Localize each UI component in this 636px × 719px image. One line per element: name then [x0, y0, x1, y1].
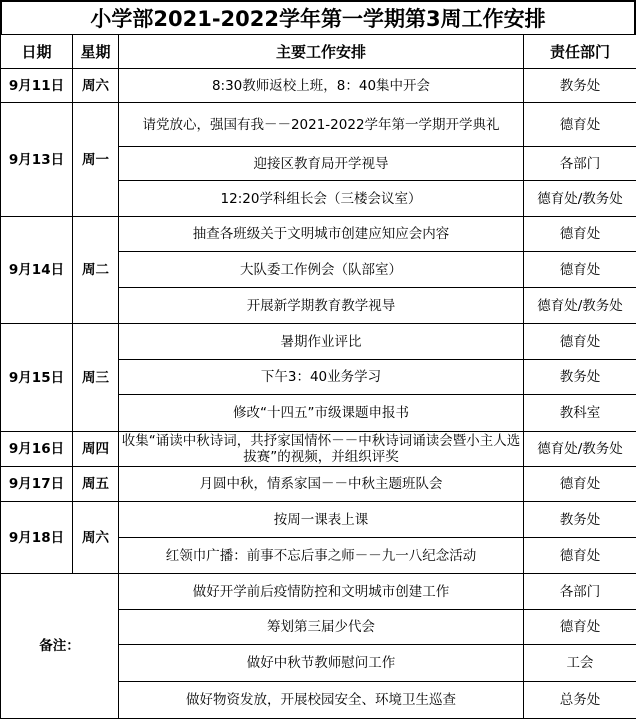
table-row [1, 432, 636, 467]
dept-cell: 各部门 [524, 147, 636, 181]
dept-cell: 教务处 [524, 502, 636, 538]
header-date: 日期 [1, 35, 73, 69]
weekday-cell: 周二 [73, 217, 119, 324]
note-task-cell: 做好开学前后疫情防控和文明城市创建工作 [119, 574, 524, 610]
header-dept: 责任部门 [524, 35, 636, 69]
task-cell: 暑期作业评比 [119, 324, 524, 360]
dept-cell: 德育处 [524, 538, 636, 574]
dept-cell: 德育处 [524, 217, 636, 252]
date-cell: 9月14日 [1, 217, 73, 324]
weekday-cell: 周六 [73, 69, 119, 103]
note-task-cell: 筹划第三届少代会 [119, 610, 524, 645]
dept-cell: 德育处/教务处 [524, 432, 636, 467]
dept-cell: 教务处 [524, 360, 636, 395]
table-row [1, 574, 636, 610]
weekday-cell: 周四 [73, 432, 119, 467]
note-task-cell: 做好物资发放，开展校园安全、环境卫生巡查 [119, 682, 524, 719]
table-row [1, 103, 636, 147]
dept-cell: 德育处 [524, 324, 636, 360]
task-cell: 下午3：40业务学习 [119, 360, 524, 395]
task-cell: 修改“十四五”市级课题申报书 [119, 395, 524, 432]
date-cell: 9月13日 [1, 103, 73, 217]
task-cell: 大队委工作例会（队部室） [119, 252, 524, 288]
task-cell: 请党放心，强国有我－－2021-2022学年第一学期开学典礼 [119, 103, 524, 147]
weekday-cell: 周五 [73, 467, 119, 502]
task-cell: 迎接区教育局开学视导 [119, 147, 524, 181]
header-row [1, 35, 636, 69]
weekday-cell: 周三 [73, 324, 119, 432]
header-day: 星期 [73, 35, 119, 69]
schedule-table [0, 34, 636, 719]
task-cell: 月圆中秋，情系家国－－中秋主题班队会 [119, 467, 524, 502]
dept-cell: 德育处/教务处 [524, 181, 636, 217]
date-cell: 9月17日 [1, 467, 73, 502]
note-task-cell: 做好中秋节教师慰问工作 [119, 645, 524, 682]
date-cell: 9月15日 [1, 324, 73, 432]
table-row [1, 69, 636, 103]
table-row [1, 217, 636, 252]
note-dept-cell: 工会 [524, 645, 636, 682]
task-cell: 按周一课表上课 [119, 502, 524, 538]
task-cell: 12:20学科组长会（三楼会议室） [119, 181, 524, 217]
dept-cell: 德育处 [524, 467, 636, 502]
dept-cell: 教科室 [524, 395, 636, 432]
note-dept-cell: 总务处 [524, 682, 636, 719]
page-title: 小学部2021-2022学年第一学期第3周工作安排 [0, 0, 636, 34]
task-cell: 开展新学期教育教学视导 [119, 288, 524, 324]
notes-label-cell: 备注： [1, 574, 119, 719]
date-cell: 9月16日 [1, 432, 73, 467]
note-dept-cell: 各部门 [524, 574, 636, 610]
weekday-cell: 周一 [73, 103, 119, 217]
dept-cell: 教务处 [524, 69, 636, 103]
date-cell: 9月18日 [1, 502, 73, 574]
dept-cell: 德育处 [524, 103, 636, 147]
weekday-cell: 周六 [73, 502, 119, 574]
task-cell: 收集“诵读中秋诗词，共抒家国情怀－－中秋诗词诵读会暨小主人选拔赛”的视频，并组织评奖 [119, 432, 524, 467]
task-cell: 红领巾广播：前事不忘后事之师－－九一八纪念活动 [119, 538, 524, 574]
note-dept-cell: 德育处 [524, 610, 636, 645]
dept-cell: 德育处 [524, 252, 636, 288]
task-cell: 8:30教师返校上班，8：40集中开会 [119, 69, 524, 103]
task-cell: 抽查各班级关于文明城市创建应知应会内容 [119, 217, 524, 252]
date-cell: 9月11日 [1, 69, 73, 103]
table-row [1, 502, 636, 538]
table-row [1, 324, 636, 360]
dept-cell: 德育处/教务处 [524, 288, 636, 324]
header-tasks: 主要工作安排 [119, 35, 524, 69]
table-row [1, 467, 636, 502]
schedule-body [1, 35, 636, 719]
